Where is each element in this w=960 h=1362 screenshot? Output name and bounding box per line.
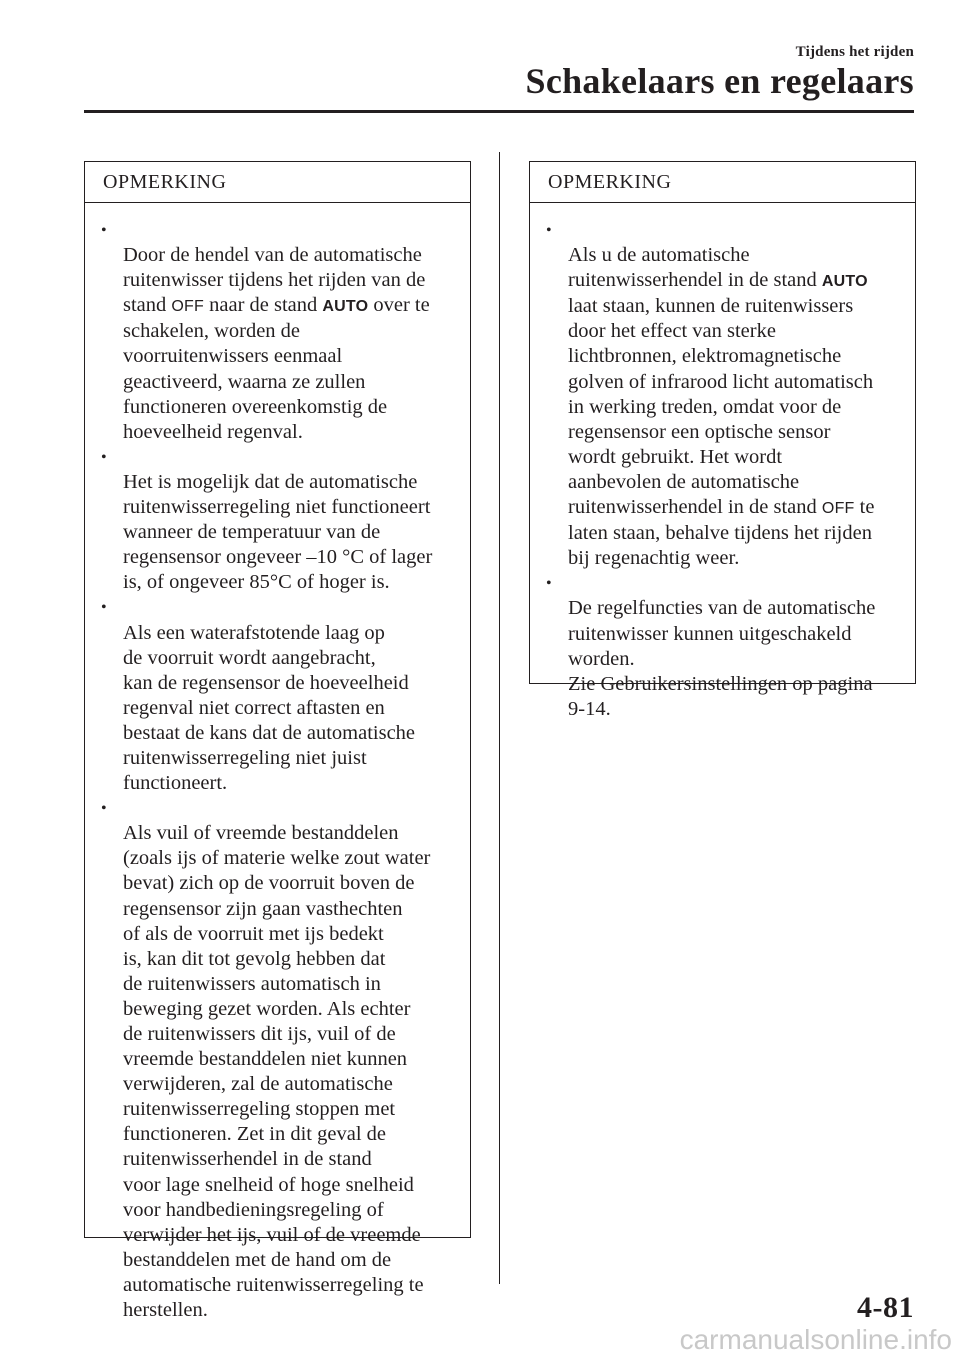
note-text: laat staan, kunnen de ruitenwissers door het effect van sterke lichtbronnen, elektromagnetische golven of infrarood licht automatisch in werking treden, omdat voor de regensensor een optische sensor wordt gebruikt. Het wordt aanbevolen de automatische ruitenwisserhendel in de stand <box>568 295 874 519</box>
auto-position-label: AUTO <box>322 298 369 316</box>
bullet-marker: • <box>101 222 107 239</box>
note-heading: OPMERKING <box>85 162 470 203</box>
auto-position-label: AUTO <box>821 273 868 291</box>
column-divider <box>499 152 500 1284</box>
off-position-label: OFF <box>821 500 855 518</box>
note-bullet <box>544 571 907 722</box>
note-bullet <box>99 445 462 596</box>
note-box-right <box>529 161 916 720</box>
note-list <box>85 203 470 1323</box>
header-rule <box>84 110 914 113</box>
note-text: De regelfuncties van de automatische ruitenwisser kunnen uitgeschakeld worden. Zie Gebruikersinstellingen op pagina 9-14. <box>568 597 876 720</box>
page-title: Schakelaars en regelaars <box>525 61 914 101</box>
note-bullet <box>99 796 462 1323</box>
bullet-marker: • <box>101 800 107 818</box>
note-bullet <box>544 218 907 571</box>
note-text: over te schakelen, worden de voorruitenwissers eenmaal geactiveerd, waarna ze zullen functioneren overeenkomstig de hoeveelheid regenval. <box>123 294 430 443</box>
watermark: carmanualsonline.info <box>679 1324 952 1355</box>
note-text: Als vuil of vreemde bestanddelen (zoals ijs of materie welke zout water bevat) zich op de voorruit boven de regensensor zijn gaan vasthechten of als de voorruit met ijs bedekt is, kan dit tot gevolg hebben dat de ruitenwissers automatisch in beweging gezet worden. Als echter de ruitenwissers dit ijs, vuil of de vreemde bestanddelen niet kunnen verwijderen, zal de automatische ruitenwisserregeling stoppen met functioneren. Zet in dit geval de ruitenwisserhendel in de stand voor lage snelheid of hoge snelheid voor handbedieningsregeling of verwijder het ijs, vuil of de vreemde bestanddelen met de hand om de automatische ruitenwisserregeling te herstellen. <box>123 822 431 1322</box>
note-text: Het is mogelijk dat de automatische ruitenwisserregeling niet functioneert wanneer de temperatuur van de regensensor ongeveer –10 °C of lager is, of ongeveer 85°C of hoger is. <box>123 470 433 594</box>
bullet-marker: • <box>101 448 107 466</box>
page-number: 4-81 <box>857 1291 914 1324</box>
note-text: Als een waterafstotende laag op de voorruit wordt aangebracht, kan de regensensor de hoeveelheid regenval niet correct aftasten en bestaat de kans dat de automatische ruitenwisserregeling niet juist functioneert. <box>123 621 416 795</box>
note-text: te laten staan, behalve tijdens het rijden bij regenachtig weer. <box>568 496 875 570</box>
bullet-marker: • <box>101 599 107 617</box>
note-text: Door de hendel van de automatische ruitenwisser tijdens het rijden van de stand <box>123 244 426 317</box>
note-heading: OPMERKING <box>530 162 915 203</box>
bullet-marker: • <box>546 575 552 593</box>
note-bullet <box>99 595 462 796</box>
note-bullet <box>99 218 462 445</box>
bullet-marker: • <box>546 222 552 239</box>
note-text: Als u de automatische ruitenwisserhendel in de stand <box>568 244 817 292</box>
note-text: naar de stand <box>204 294 323 317</box>
note-box-left <box>84 161 471 1322</box>
note-list <box>530 203 915 722</box>
section-label: Tijdens het rijden <box>795 44 914 60</box>
off-position-label: OFF <box>171 298 204 316</box>
